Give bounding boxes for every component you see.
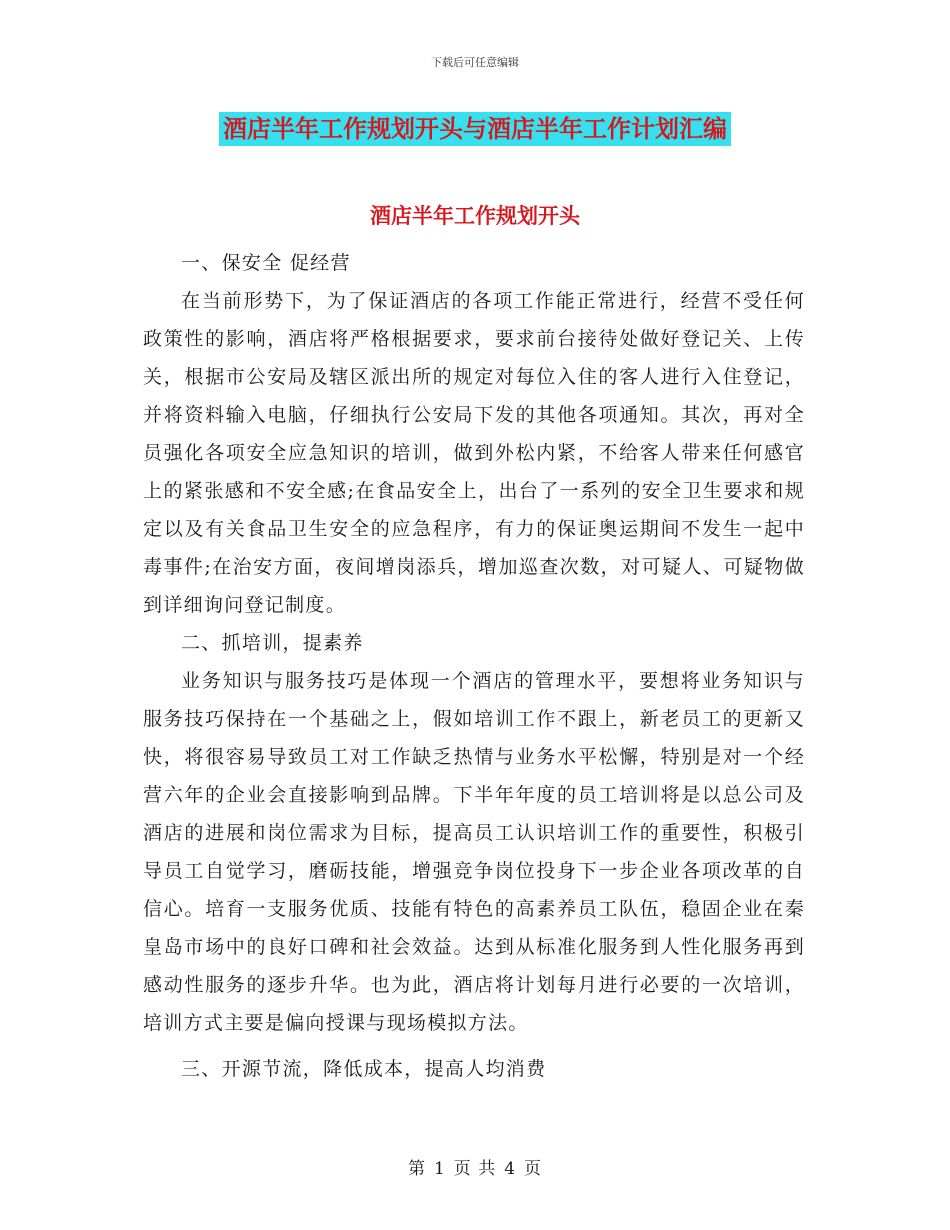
footer-suffix: 页 xyxy=(524,1159,543,1179)
page-footer xyxy=(0,1154,950,1179)
footer-middle: 页 共 xyxy=(453,1159,497,1179)
footer-total-pages: 4 xyxy=(504,1159,517,1179)
paragraph-safety: 在当前形势下，为了保证酒店的各项工作能正常进行，经营不受任何政策性的影响，酒店将严格根据要求，要求前台接待处做好登记关、上传关，根据市公安局及辖区派出所的规定对每位入住的客人进行入住登记，并将资料输入电脑，仔细执行公安局下发的其他各项通知。其次，再对全员强化各项安全应急知识的培训，做到外松内紧，不给客人带来任何感官上的紧张感和不安全感;在食品安全上，出台了一系列的安全卫生要求和规定以及有关食品卫生安全的应急程序，有力的保证奥运期间不发生一起中毒事件;在治安方面，夜间增岗添兵，增加巡查次数，对可疑人、可疑物做到详细询问登记制度。 xyxy=(143,290,805,616)
document-body xyxy=(143,244,805,1088)
document-title: 酒店半年工作规划开头与酒店半年工作计划汇编 xyxy=(219,112,731,146)
section-title: 酒店半年工作规划开头 xyxy=(370,204,580,228)
document-title-wrap xyxy=(0,112,950,146)
paragraph-training: 业务知识与服务技巧是体现一个酒店的管理水平，要想将业务知识与服务技巧保持在一个基础之上，假如培训工作不跟上，新老员工的更新又快，将很容易导致员工对工作缺乏热情与业务水平松懈，特别是对一个经营六年的企业会直接影响到品牌。下半年年度的员工培训将是以总公司及酒店的进展和岗位需求为目标，提高员工认识培训工作的重要性，积极引导员工自觉学习，磨砺技能，增强竞争岗位投身下一步企业各项改革的自信心。培育一支服务优质、技能有特色的高素养员工队伍，稳固企业在秦皇岛市场中的良好口碑和社会效益。达到从标准化服务到人性化服务再到感动性服务的逐步升华。也为此，酒店将计划每月进行必要的一次培训，培训方式主要是偏向授课与现场模拟方法。 xyxy=(143,670,805,1034)
footer-page-number: 1 xyxy=(433,1159,446,1179)
header-note: 下载后可任意编辑 xyxy=(431,56,519,69)
heading-training: 二、抓培训，提素养 xyxy=(181,632,364,654)
heading-safety: 一、保安全 促经营 xyxy=(181,252,351,274)
footer-prefix: 第 xyxy=(407,1159,426,1179)
heading-cost: 三、开源节流，降低成本，提高人均消费 xyxy=(181,1058,547,1080)
